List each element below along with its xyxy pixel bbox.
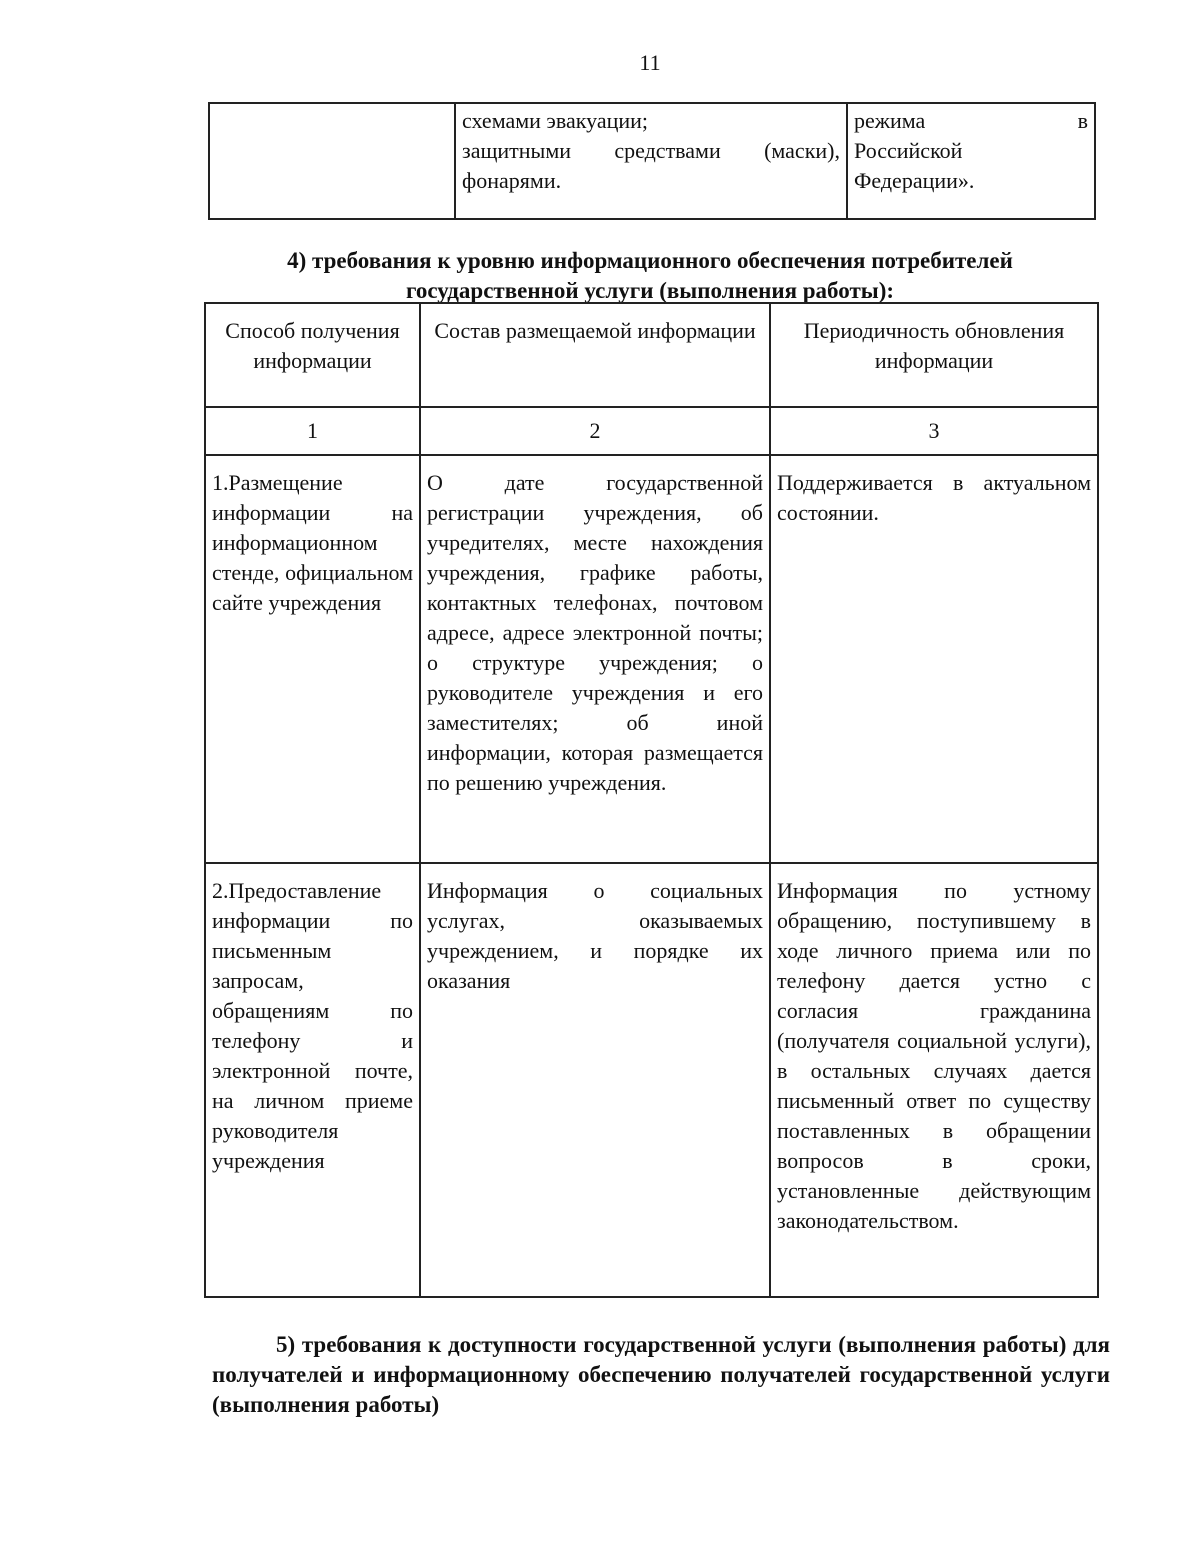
section-4-heading: 4) требования к уровню информационного обеспечения потребителей государственной услуги (выполнения работы): (287, 248, 1013, 303)
row1-content: О дате государственной регистрации учреждения, об учредителях, месте нахождения учреждения, графике работы, контактных телефонах, почтовом адресе, адресе электронной почты; о структуре учреждения; о руководителе учреждения и его заместителях; об иной информации, которая размещается по решению учреждения. (420, 455, 770, 863)
table-row (205, 863, 1098, 1297)
row1-frequency: Поддерживается в актуальном состоянии. (770, 455, 1098, 863)
continuation-word-v: в (1077, 108, 1088, 133)
row2-method: 2.Предоставление информации по письменным запросам, обращениям по телефону и электронной почте, на личном приеме руководителя учреждения (205, 863, 420, 1297)
row2-frequency: Информация по устному обращению, поступившему в ходе личного приема или по телефону дается устно с согласия гражданина (получателя социальной услуги), в остальных случаях дается письменный ответ по существу поставленных в обращении вопросов в сроки, установленные действующим законодательством. (770, 863, 1098, 1297)
column-number-3: 3 (770, 407, 1098, 455)
continuation-cell-3-line1 (854, 106, 1088, 136)
column-number-2: 2 (420, 407, 770, 455)
header-method: Способ получения информации (205, 303, 420, 407)
row1-method: 1.Размещение информации на информационном стенде, официальном сайте учреждения (205, 455, 420, 863)
table-header-row (205, 303, 1098, 407)
continuation-cell-3 (847, 103, 1095, 219)
column-number-1: 1 (205, 407, 420, 455)
continuation-cell-3-rest: Российской Федерации». (854, 138, 975, 193)
continuation-cell-2: схемами эвакуации; защитными средствами (маски), фонарями. (455, 103, 847, 219)
page-number: 11 (639, 50, 661, 75)
header-content: Состав размещаемой информации (420, 303, 770, 407)
continuation-cell-1 (209, 103, 455, 219)
continuation-table (208, 102, 1096, 220)
information-requirements-table (204, 302, 1099, 1298)
row2-content: Информация о социальных услугах, оказываемых учреждением, и порядке их оказания (420, 863, 770, 1297)
table-row (205, 455, 1098, 863)
section-5-heading: 5) требования к доступности государственной услуги (выполнения работы) для получателей и информационному обеспечению получателей государственной услуги (выполнения работы) (212, 1332, 1110, 1417)
header-frequency: Периодичность обновления информации (770, 303, 1098, 407)
column-numbers-row (205, 407, 1098, 455)
continuation-word-rezhima: режима (854, 108, 926, 133)
table-row (209, 103, 1095, 219)
